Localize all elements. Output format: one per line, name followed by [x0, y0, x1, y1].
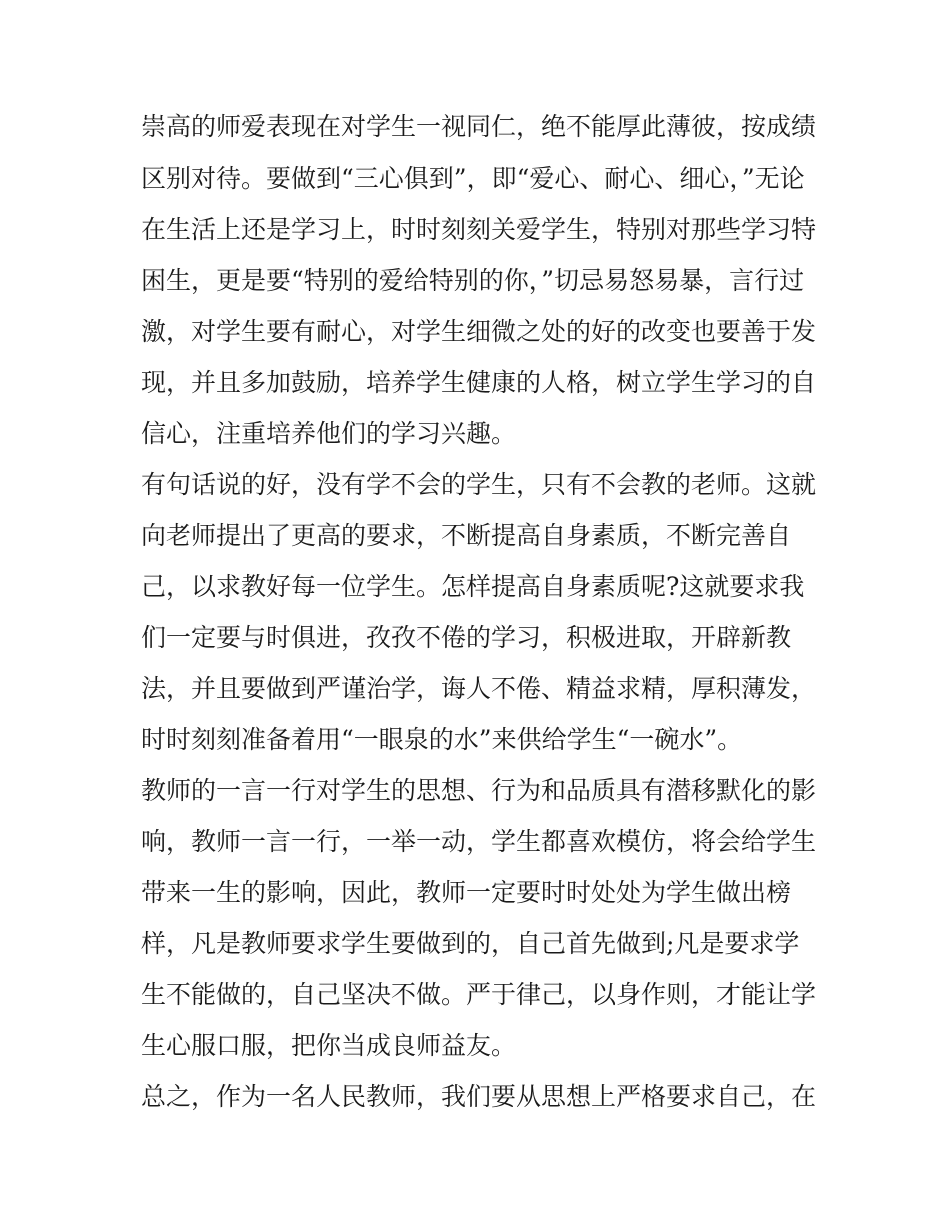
text-line-14: 教师的一言一行对学生的思想、行为和品质具有潜移默化的影: [141, 776, 817, 805]
text-line-10: 己，以求教好每一位学生。怎样提高自身素质呢?这就要求我: [141, 572, 805, 601]
text-line-8: 有句话说的好，没有学不会的学生，只有不会教的老师。这就: [141, 470, 817, 499]
text-line-12: 法，并且要做到严谨治学，诲人不倦、精益求精，厚积薄发，: [141, 674, 817, 703]
text-line-16: 带来一生的影响，因此，教师一定要时时处处为学生做出榜: [141, 878, 792, 907]
text-line-3: 在生活上还是学习上，时时刻刻关爱学生，特别对那些学习特: [141, 215, 817, 244]
text-line-5: 激，对学生要有耐心，对学生细微之处的好的改变也要善于发: [141, 317, 817, 346]
text-line-19: 生心服口服，把你当成良师益友。: [141, 1031, 517, 1060]
text-line-1: 崇高的师爱表现在对学生一视同仁，绝不能厚此薄彼，按成绩: [141, 112, 817, 141]
text-line-15: 响，教师一言一行，一举一动，学生都喜欢模仿，将会给学生: [141, 827, 817, 856]
text-line-18: 生不能做的，自己坚决不做。严于律己，以身作则，才能让学: [141, 980, 817, 1009]
text-line-7: 信心，注重培养他们的学习兴趣。: [141, 419, 517, 448]
text-line-6: 现，并且多加鼓励，培养学生健康的人格，树立学生学习的自: [141, 368, 817, 397]
text-line-11: 们一定要与时俱进，孜孜不倦的学习，积极进取，开辟新教: [141, 623, 792, 652]
text-line-4: 困生，更是要“特别的爱给特别的你，”切忌易怒易暴，言行过: [141, 266, 805, 295]
text-line-17: 样，凡是教师要求学生要做到的，自己首先做到;凡是要求学: [141, 929, 800, 958]
text-line-13: 时时刻刻准备着用“一眼泉的水”来供给学生“一碗水”。: [141, 725, 743, 754]
text-line-9: 向老师提出了更高的要求，不断提高自身素质，不断完善自: [141, 521, 792, 550]
text-line-2: 区别对待。要做到“三心俱到”，即“爱心、耐心、细心，”无论: [141, 164, 805, 193]
text-line-20: 总之，作为一名人民教师，我们要从思想上严格要求自己，在: [141, 1082, 817, 1111]
